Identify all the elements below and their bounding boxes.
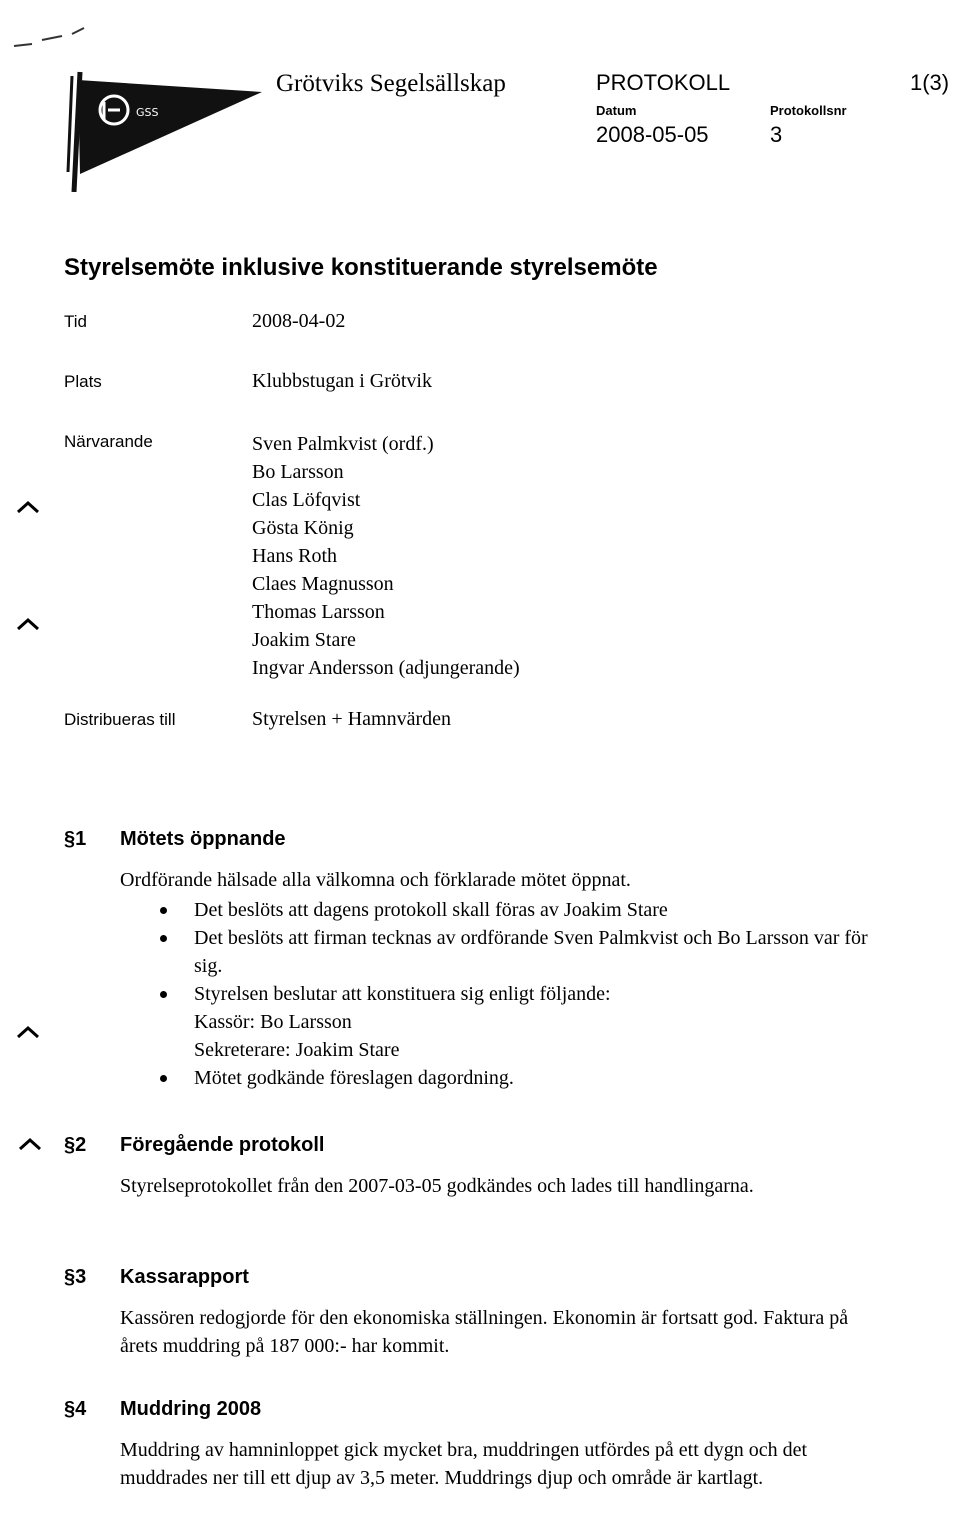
bullet-icon	[160, 907, 167, 914]
list-item	[160, 1064, 880, 1092]
page-title: Styrelsemöte inklusive konstituerande styrelsemöte	[64, 254, 658, 281]
section-number: §4	[64, 1398, 87, 1420]
list-item	[160, 924, 880, 980]
place-value: Klubbstugan i Grötvik	[252, 370, 432, 392]
club-pennant-logo	[62, 62, 262, 192]
list-item-subline: Kassör: Bo Larsson	[194, 1011, 352, 1033]
protocol-number-label: Protokollsnr	[770, 103, 847, 118]
bullet-icon	[160, 1075, 167, 1082]
scan-mark	[12, 24, 92, 54]
attendee: Clas Löfqvist	[252, 489, 361, 511]
section-title: Muddring 2008	[120, 1398, 262, 1420]
attendee: Ingvar Andersson (adjungerande)	[252, 657, 520, 679]
list-item-subline: Sekreterare: Joakim Stare	[194, 1039, 400, 1061]
list-item	[160, 980, 880, 1064]
list-item-text: Det beslöts att firman tecknas av ordförande Sven Palmkvist och Bo Larsson var för sig.	[194, 927, 868, 977]
list-item-text: Mötet godkände föreslagen dagordning.	[194, 1067, 514, 1089]
document-date: 2008-05-05	[596, 122, 709, 147]
bullet-icon	[160, 935, 167, 942]
time-value: 2008-04-02	[252, 310, 346, 332]
distribution-label: Distribueras till	[64, 710, 176, 729]
place-label: Plats	[64, 372, 102, 391]
section-number: §3	[64, 1266, 87, 1288]
attendees-label: Närvarande	[64, 432, 153, 451]
club-name: Grötviks Segelsällskap	[276, 70, 506, 97]
bullet-icon	[160, 991, 167, 998]
protocol-number: 3	[770, 122, 783, 147]
scan-mark	[16, 500, 40, 516]
scan-mark	[16, 1025, 40, 1041]
section-number: §1	[64, 828, 87, 850]
section-title: Föregående protokoll	[120, 1134, 325, 1156]
section-number: §2	[64, 1134, 87, 1156]
time-label: Tid	[64, 312, 87, 331]
attendee: Bo Larsson	[252, 461, 344, 483]
attendee: Claes Magnusson	[252, 573, 394, 595]
section-title: Mötets öppnande	[120, 828, 286, 850]
list-item	[160, 896, 880, 924]
distribution-value: Styrelsen + Hamnvärden	[252, 708, 452, 730]
page-number: 1(3)	[910, 70, 950, 95]
attendee: Joakim Stare	[252, 629, 356, 651]
section-text: Ordförande hälsade alla välkomna och förklarade mötet öppnat.	[120, 869, 631, 891]
list-item-text: Styrelsen beslutar att konstituera sig enligt följande:	[194, 983, 611, 1005]
decision-list	[160, 896, 880, 1092]
section-text: Kassören redogjorde för den ekonomiska ställningen. Ekonomin är fortsatt god. Faktura på årets muddring på 187 000:- har kommit.	[120, 1307, 849, 1357]
scan-mark	[16, 617, 40, 633]
list-item-text: Det beslöts att dagens protokoll skall föras av Joakim Stare	[194, 899, 668, 921]
section-text: Styrelseprotokollet från den 2007-03-05 godkändes och lades till handlingarna.	[120, 1175, 754, 1197]
attendees-list	[252, 430, 520, 682]
attendee: Thomas Larsson	[252, 601, 385, 623]
scan-mark	[18, 1137, 42, 1153]
attendee: Sven Palmkvist (ordf.)	[252, 433, 434, 455]
document-type: PROTOKOLL	[596, 70, 731, 95]
svg-text:GSS: GSS	[136, 106, 159, 119]
section-title: Kassarapport	[120, 1266, 249, 1288]
attendee: Hans Roth	[252, 545, 337, 567]
attendee: Gösta König	[252, 517, 354, 539]
date-label: Datum	[596, 103, 637, 118]
section-text: Muddring av hamninloppet gick mycket bra, muddringen utfördes på ett dygn och det muddrades ner till ett djup av 3,5 meter. Muddrings djup och område är kartlagt.	[120, 1439, 808, 1489]
